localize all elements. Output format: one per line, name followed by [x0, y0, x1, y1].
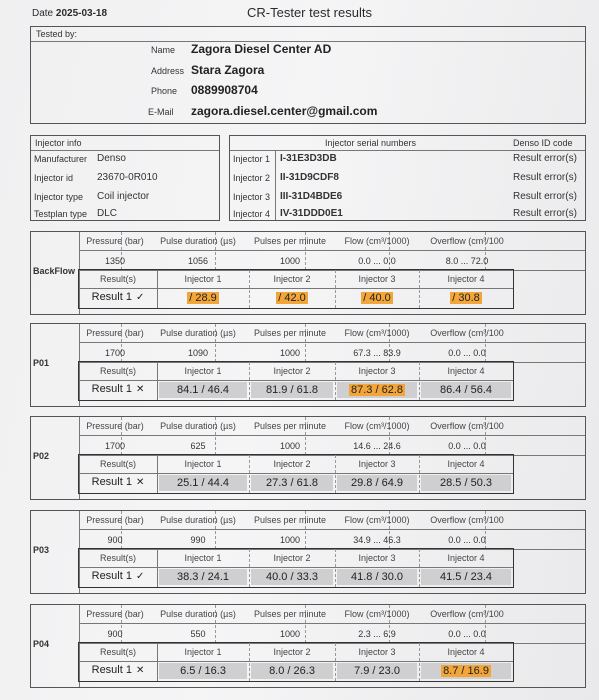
injector-result [159, 569, 247, 585]
injector-result [337, 382, 417, 398]
injector-result-value: 25.1 / 44.4 [177, 477, 229, 489]
injector-result [159, 663, 247, 679]
injector-result [421, 569, 511, 585]
parameter-value: 1056 [187, 256, 209, 266]
name-label: Name [151, 45, 176, 55]
parameter-value: 1090 [187, 348, 209, 358]
divider [79, 380, 513, 381]
cross-icon: ✕ [135, 384, 145, 395]
injector-result-value: 28.5 / 50.3 [440, 477, 492, 489]
injector-result [337, 290, 417, 306]
injector-header: Injector 2 [273, 366, 311, 376]
injector-header: Injector 3 [358, 647, 396, 657]
divider [79, 473, 513, 474]
parameter-value: 1000 [279, 256, 301, 266]
serials-title: Injector serial numbers [325, 138, 417, 148]
injector-result [251, 382, 333, 398]
column-header: Pulse duration (µs) [160, 609, 236, 619]
injector-result-value: 29.8 / 64.9 [351, 477, 403, 489]
column-header: Pulse duration (µs) [160, 421, 236, 431]
parameter-value: 1700 [104, 441, 126, 451]
check-icon: ✓ [135, 571, 145, 582]
parameter-value: 550 [190, 629, 206, 639]
test-name: P01 [33, 358, 50, 368]
injector-header: Injector 3 [358, 366, 396, 376]
denso-code: Result error(s) [513, 208, 577, 219]
results-table [78, 642, 514, 682]
results-label: Result(s) [99, 274, 136, 284]
result-name: Result 1 [91, 570, 132, 582]
report-date: Date 2025-03-18 [32, 8, 108, 19]
info-value: DLC [97, 208, 118, 219]
serial-label: Injector 3 [233, 192, 271, 202]
info-label: Injector id [34, 173, 74, 183]
column-header: Pulses per minute [253, 515, 327, 525]
divider [79, 435, 585, 436]
serial-value: III-31D4BDE6 [280, 191, 343, 202]
column-header: Pressure (bar) [86, 328, 144, 338]
serial-value: II-31D9CDF8 [280, 172, 339, 183]
result-label [79, 291, 157, 303]
result-name: Result 1 [91, 291, 132, 303]
tester-phone: 0889908704 [191, 83, 258, 97]
parameter-value: 0.0 ... 0.0 [448, 348, 486, 358]
column-header: Flow (cm³/1000) [344, 515, 410, 525]
injector-result-value: / 30.8 [452, 292, 480, 304]
parameter-value: 0.0 ... 0.0 [358, 256, 396, 266]
column-header: Pressure (bar) [86, 421, 144, 431]
tested-by-box [30, 26, 586, 124]
test-name: P03 [33, 545, 50, 555]
serial-label: Injector 4 [233, 209, 271, 219]
injector-result [421, 382, 511, 398]
injector-result-value: 86.4 / 56.4 [440, 384, 492, 396]
results-label: Result(s) [99, 647, 136, 657]
injector-result-value: 6.5 / 16.3 [180, 665, 226, 677]
injector-header: Injector 4 [447, 459, 485, 469]
parameter-value: 900 [107, 535, 123, 545]
divider [79, 529, 585, 530]
column-header: Overflow (cm³/100 [430, 328, 504, 338]
injector-result-value: 8.7 / 16.9 [443, 665, 489, 677]
serial-numbers-box [229, 135, 586, 221]
injector-result-value: / 42.0 [278, 292, 306, 304]
injector-header: Injector 4 [447, 553, 485, 563]
injector-result [421, 475, 511, 491]
result-name: Result 1 [91, 476, 132, 488]
parameter-value: 1000 [279, 441, 301, 451]
report-title: CR-Tester test results [247, 5, 372, 20]
injector-header: Injector 1 [184, 274, 222, 284]
denso-code: Result error(s) [513, 153, 577, 164]
column-header: Overflow (cm³/100 [430, 515, 504, 525]
denso-code: Result error(s) [513, 172, 577, 183]
column-header: Pressure (bar) [86, 236, 144, 246]
injector-result [251, 663, 333, 679]
injector-header: Injector 3 [358, 274, 396, 284]
injector-result-value: 84.1 / 46.4 [177, 384, 229, 396]
injector-result [337, 663, 417, 679]
info-value: Coil injector [97, 191, 150, 202]
injector-header: Injector 1 [184, 366, 222, 376]
injector-header: Injector 2 [273, 459, 311, 469]
results-label: Result(s) [99, 366, 136, 376]
divider [79, 567, 513, 568]
parameter-value: 0.0 ... 0.0 [448, 629, 486, 639]
injector-header: Injector 2 [273, 553, 311, 563]
result-name: Result 1 [91, 383, 132, 395]
parameter-value: 0.0 ... 0.0 [448, 535, 486, 545]
result-label [79, 570, 157, 582]
serial-label: Injector 1 [233, 154, 271, 164]
injector-result [251, 569, 333, 585]
parameter-value: 0.0 ... 0.0 [448, 441, 486, 451]
parameter-value: 1350 [104, 256, 126, 266]
results-table [78, 454, 514, 494]
parameter-value: 14.6 ... 24.6 [353, 441, 401, 451]
parameter-value: 34.9 ... 46.3 [353, 535, 401, 545]
divider [79, 342, 585, 343]
injector-info-box [30, 135, 220, 221]
parameter-value: 1000 [279, 535, 301, 545]
divider [79, 623, 585, 624]
results-table [78, 361, 514, 401]
denso-code: Result error(s) [513, 191, 577, 202]
column-header: Pressure (bar) [86, 515, 144, 525]
info-label: Manufacturer [34, 154, 88, 164]
parameter-value: 2.3 ... 6.9 [358, 629, 396, 639]
injector-result [159, 475, 247, 491]
injector-result-value: 41.5 / 23.4 [440, 571, 492, 583]
column-header: Flow (cm³/1000) [344, 236, 410, 246]
injector-result-value: 87.3 / 62.8 [351, 384, 403, 396]
injector-info-title: Injector info [35, 138, 82, 148]
column-header: Pulse duration (µs) [160, 328, 236, 338]
injector-header: Injector 4 [447, 647, 485, 657]
result-name: Result 1 [91, 664, 132, 676]
serial-label: Injector 2 [233, 173, 271, 183]
injector-result [337, 475, 417, 491]
column-header: Overflow (cm³/100 [430, 236, 504, 246]
serial-value: I-31E3D3DB [280, 153, 337, 164]
divider [79, 661, 513, 662]
parameter-value: 990 [190, 535, 206, 545]
test-name: BackFlow [33, 266, 76, 276]
results-table [78, 548, 514, 588]
injector-header: Injector 4 [447, 366, 485, 376]
column-header: Pulses per minute [253, 236, 327, 246]
injector-header: Injector 3 [358, 553, 396, 563]
tester-address: Stara Zagora [191, 63, 265, 77]
injector-result [159, 290, 247, 306]
cross-icon: ✕ [135, 665, 145, 676]
injector-header: Injector 1 [184, 647, 222, 657]
injector-result [159, 382, 247, 398]
injector-result-value: 40.0 / 33.3 [266, 571, 318, 583]
injector-result [421, 663, 511, 679]
parameter-value: 1000 [279, 629, 301, 639]
parameter-value: 1700 [104, 348, 126, 358]
tester-email: zagora.diesel.center@gmail.com [191, 104, 378, 118]
injector-result [251, 475, 333, 491]
injector-result [251, 290, 333, 306]
phone-label: Phone [151, 86, 178, 96]
injector-result [337, 569, 417, 585]
column-header: Flow (cm³/1000) [344, 609, 410, 619]
denso-code-title: Denso ID code [513, 138, 573, 148]
tested-by-title: Tested by: [36, 29, 78, 39]
injector-result-value: 81.9 / 61.8 [266, 384, 318, 396]
injector-header: Injector 3 [358, 459, 396, 469]
result-label [79, 664, 157, 676]
results-label: Result(s) [99, 459, 136, 469]
column-header: Flow (cm³/1000) [344, 328, 410, 338]
injector-result-value: 8.0 / 26.3 [269, 665, 315, 677]
injector-header: Injector 1 [184, 459, 222, 469]
injector-result-value: 38.3 / 24.1 [177, 571, 229, 583]
tester-name: Zagora Diesel Center AD [191, 42, 332, 56]
parameter-value: 67.3 ... 83.9 [353, 348, 401, 358]
injector-result [421, 290, 511, 306]
injector-result-value: 41.8 / 30.0 [351, 571, 403, 583]
parameter-value: 625 [190, 441, 206, 451]
injector-header: Injector 2 [273, 274, 311, 284]
injector-result-value: 27.3 / 61.8 [266, 477, 318, 489]
injector-header: Injector 2 [273, 647, 311, 657]
injector-result-value: / 28.9 [189, 292, 217, 304]
test-name: P02 [33, 451, 50, 461]
address-label: Address [151, 66, 185, 76]
results-table [78, 269, 514, 309]
info-value: 23670-0R010 [97, 172, 158, 183]
result-label [79, 383, 157, 395]
injector-result-value: 7.9 / 23.0 [354, 665, 400, 677]
injector-header: Injector 1 [184, 553, 222, 563]
cross-icon: ✕ [135, 477, 145, 488]
divider [79, 250, 585, 251]
parameter-value: 900 [107, 629, 123, 639]
column-header: Overflow (cm³/100 [430, 609, 504, 619]
column-header: Overflow (cm³/100 [430, 421, 504, 431]
info-value: Denso [97, 153, 126, 164]
check-icon: ✓ [135, 292, 145, 303]
injector-result-value: / 40.0 [363, 292, 391, 304]
column-header: Pulse duration (µs) [160, 515, 236, 525]
divider [79, 288, 513, 289]
column-header: Pressure (bar) [86, 609, 144, 619]
parameter-value: 8.0 ... 72.0 [445, 256, 489, 266]
column-header: Flow (cm³/1000) [344, 421, 410, 431]
column-header: Pulse duration (µs) [160, 236, 236, 246]
serial-value: IV-31DDD0E1 [280, 208, 343, 219]
info-label: Injector type [34, 192, 84, 202]
info-label: Testplan type [34, 209, 88, 219]
test-name: P04 [33, 639, 50, 649]
result-label [79, 476, 157, 488]
column-header: Pulses per minute [253, 609, 327, 619]
email-label: E-Mail [148, 107, 174, 117]
results-label: Result(s) [99, 553, 136, 563]
column-header: Pulses per minute [253, 328, 327, 338]
injector-header: Injector 4 [447, 274, 485, 284]
parameter-value: 1000 [279, 348, 301, 358]
column-header: Pulses per minute [253, 421, 327, 431]
